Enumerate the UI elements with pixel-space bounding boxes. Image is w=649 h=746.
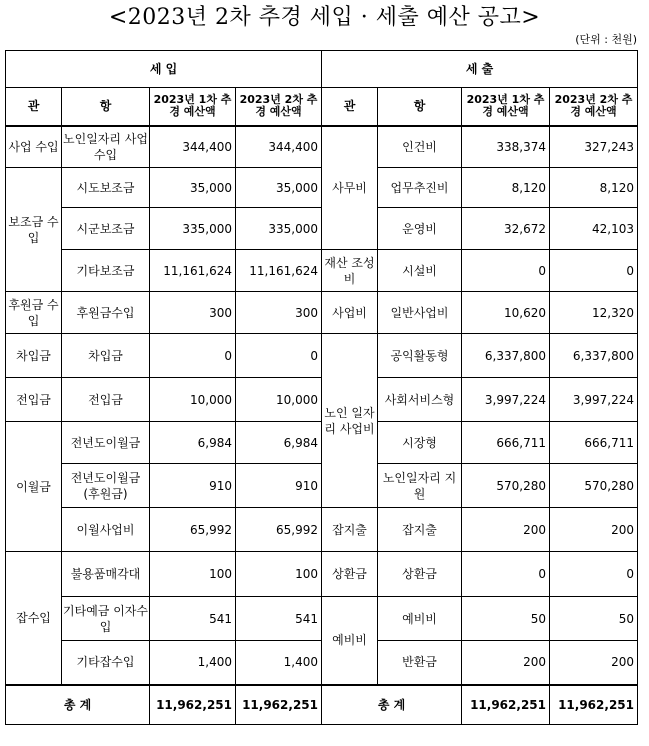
revenue-gwan: 사업 수입 [6,126,62,168]
revenue-gwan: 보조금 수입 [6,168,62,292]
expense-gwan: 상환금 [322,552,378,597]
unit-label: (단위 : 천원) [575,33,637,46]
expense-amount-first: 8,120 [462,168,550,208]
revenue-amount-second: 541 [236,597,322,641]
revenue-hang: 전년도이월금 (후원금) [62,464,150,508]
expense-hang: 일반사업비 [378,292,462,334]
expense-hang: 인건비 [378,126,462,168]
revenue-hang: 후원금수입 [62,292,150,334]
expense-amount-first: 200 [462,641,550,685]
revenue-gwan: 이월금 [6,422,62,552]
expense-total-second: 11,962,251 [550,685,638,725]
expense-amount-second: 12,320 [550,292,638,334]
expense-hang: 공익활동형 [378,334,462,378]
revenue-amount-first: 1,400 [150,641,236,685]
revenue-amount-second: 300 [236,292,322,334]
revenue-amount-second: 35,000 [236,168,322,208]
expense-amount-first: 0 [462,552,550,597]
revenue-hang: 시군보조금 [62,208,150,250]
revenue-amount-first: 11,161,624 [150,250,236,292]
revenue-amount-second: 65,992 [236,508,322,552]
expense-amount-second: 200 [550,508,638,552]
revenue-hang: 시도보조금 [62,168,150,208]
expense-amount-first: 570,280 [462,464,550,508]
revenue-amount-first: 0 [150,334,236,378]
revenue-amount-second: 1,400 [236,641,322,685]
col-hang-revenue: 항 [62,88,150,126]
expense-gwan: 사무비 [322,126,378,250]
expense-hang: 예비비 [378,597,462,641]
expense-amount-first: 338,374 [462,126,550,168]
revenue-hang: 노인일자리 사업수입 [62,126,150,168]
page-title: <2023년 2차 추경 세입 · 세출 예산 공고> [108,5,541,30]
revenue-header: 세 입 [6,51,322,88]
expense-amount-second: 42,103 [550,208,638,250]
revenue-gwan: 차입금 [6,334,62,378]
col-first-expense: 2023년 1차 추경 예산액 [462,88,550,126]
expense-amount-first: 32,672 [462,208,550,250]
revenue-gwan: 잡수입 [6,552,62,685]
expense-hang: 시장형 [378,422,462,464]
revenue-hang: 전입금 [62,378,150,422]
col-second-revenue: 2023년 2차 추경 예산액 [236,88,322,126]
expense-amount-first: 200 [462,508,550,552]
expense-amount-first: 3,997,224 [462,378,550,422]
expense-hang: 노인일자리 지원 [378,464,462,508]
expense-amount-first: 0 [462,250,550,292]
revenue-amount-first: 344,400 [150,126,236,168]
expense-total-first: 11,962,251 [462,685,550,725]
revenue-amount-first: 335,000 [150,208,236,250]
expense-amount-second: 570,280 [550,464,638,508]
revenue-amount-second: 0 [236,334,322,378]
revenue-hang: 전년도이월금 [62,422,150,464]
revenue-hang: 기타예금 이자수입 [62,597,150,641]
col-gwan-expense: 관 [322,88,378,126]
expense-amount-first: 6,337,800 [462,334,550,378]
expense-hang: 사회서비스형 [378,378,462,422]
expense-gwan: 노인 일자리 사업비 [322,334,378,508]
expense-amount-second: 0 [550,552,638,597]
revenue-total-second: 11,962,251 [236,685,322,725]
revenue-amount-first: 910 [150,464,236,508]
revenue-total-first: 11,962,251 [150,685,236,725]
revenue-amount-second: 100 [236,552,322,597]
revenue-gwan: 후원금 수입 [6,292,62,334]
expense-amount-first: 666,711 [462,422,550,464]
expense-hang: 잡지출 [378,508,462,552]
revenue-amount-second: 344,400 [236,126,322,168]
revenue-amount-first: 35,000 [150,168,236,208]
expense-hang: 반환금 [378,641,462,685]
revenue-amount-second: 11,161,624 [236,250,322,292]
revenue-hang: 기타보조금 [62,250,150,292]
revenue-amount-first: 10,000 [150,378,236,422]
revenue-amount-second: 10,000 [236,378,322,422]
expense-hang: 상환금 [378,552,462,597]
expense-amount-second: 0 [550,250,638,292]
expense-amount-second: 200 [550,641,638,685]
revenue-amount-first: 541 [150,597,236,641]
revenue-hang: 기타잡수입 [62,641,150,685]
col-hang-expense: 항 [378,88,462,126]
col-first-revenue: 2023년 1차 추경 예산액 [150,88,236,126]
revenue-amount-second: 335,000 [236,208,322,250]
revenue-gwan: 전입금 [6,378,62,422]
budget-table [5,50,638,725]
revenue-hang: 이월사업비 [62,508,150,552]
expense-hang: 운영비 [378,208,462,250]
revenue-hang: 차입금 [62,334,150,378]
col-gwan-revenue: 관 [6,88,62,126]
expense-hang: 시설비 [378,250,462,292]
expense-amount-second: 327,243 [550,126,638,168]
expense-gwan: 잡지출 [322,508,378,552]
expense-amount-second: 3,997,224 [550,378,638,422]
expense-amount-first: 10,620 [462,292,550,334]
expense-amount-second: 666,711 [550,422,638,464]
revenue-total-label: 총 계 [6,685,150,725]
expense-amount-second: 8,120 [550,168,638,208]
expense-gwan: 사업비 [322,292,378,334]
expense-gwan: 예비비 [322,597,378,685]
revenue-hang: 불용품매각대 [62,552,150,597]
expense-gwan: 재산 조성비 [322,250,378,292]
revenue-amount-first: 65,992 [150,508,236,552]
expense-header: 세 출 [322,51,638,88]
revenue-amount-first: 300 [150,292,236,334]
expense-amount-second: 50 [550,597,638,641]
revenue-amount-second: 6,984 [236,422,322,464]
expense-amount-second: 6,337,800 [550,334,638,378]
expense-amount-first: 50 [462,597,550,641]
revenue-amount-first: 100 [150,552,236,597]
revenue-amount-second: 910 [236,464,322,508]
expense-hang: 업무추진비 [378,168,462,208]
revenue-amount-first: 6,984 [150,422,236,464]
col-second-expense: 2023년 2차 추경 예산액 [550,88,638,126]
expense-total-label: 총 계 [322,685,462,725]
